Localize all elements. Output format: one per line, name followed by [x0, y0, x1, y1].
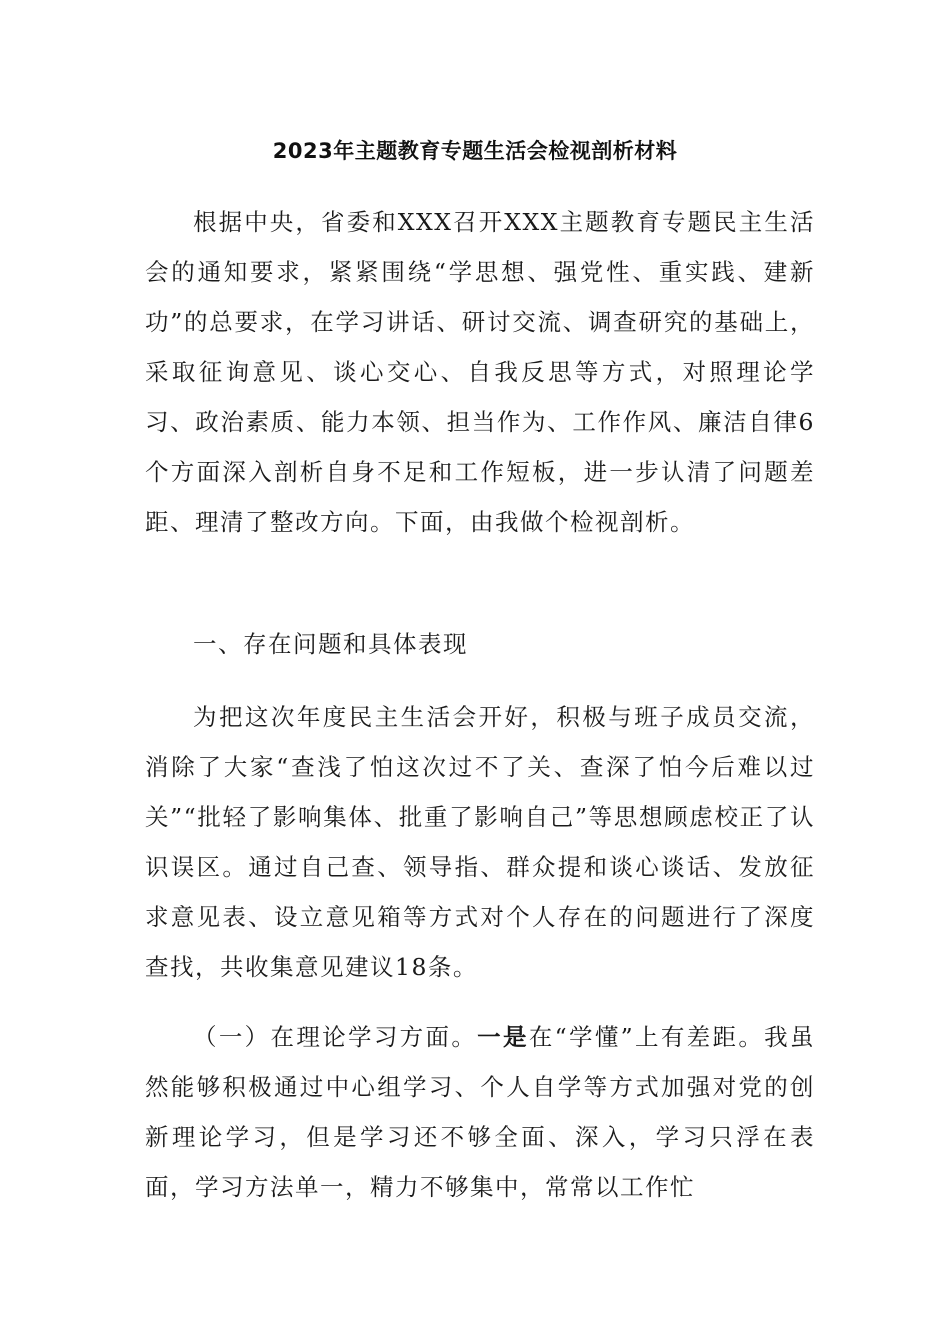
- bold-label: 一是: [477, 1023, 529, 1051]
- body-paragraph: 为把这次年度民主生活会开好，积极与班子成员交流，消除了大家“查浅了怕这次过不了关、查深了怕今后难以过关”“批轻了影响集体、批重了影响自己”等思想顾虑校正了认识误区。通过自己查、领导指、群众提和谈心谈话、发放征求意见表、设立意见箱等方式对个人存在的问题进行了深度查找，共收集意见建议18条。: [145, 703, 815, 981]
- section-heading: 一、存在问题和具体表现: [193, 630, 468, 658]
- theory-study-paragraph: [145, 1012, 815, 1212]
- document-title: 2023年主题教育专题生活会检视剖析材料: [272, 139, 678, 163]
- subsection-text: 在“学懂”上有差距。我虽然能够积极通过中心组学习、个人自学等方式加强对党的创新理论学习，但是学习还不够全面、深入，学习只浮在表面，学习方法单一，精力不够集中，常常以工作忙: [145, 1023, 816, 1201]
- subsection-lead: （一）在理论学习方面。: [193, 1023, 478, 1051]
- intro-paragraph: 根据中央，省委和XXX召开XXX主题教育专题民主生活会的通知要求，紧紧围绕“学思想、强党性、重实践、建新功”的总要求，在学习讲话、研讨交流、调查研究的基础上，采取征询意见、谈心交心、自我反思等方式，对照理论学习、政治素质、能力本领、担当作为、工作作风、廉洁自律6个方面深入剖析自身不足和工作短板，进一步认清了问题差距、理清了整改方向。下面，由我做个检视剖析。: [145, 208, 815, 536]
